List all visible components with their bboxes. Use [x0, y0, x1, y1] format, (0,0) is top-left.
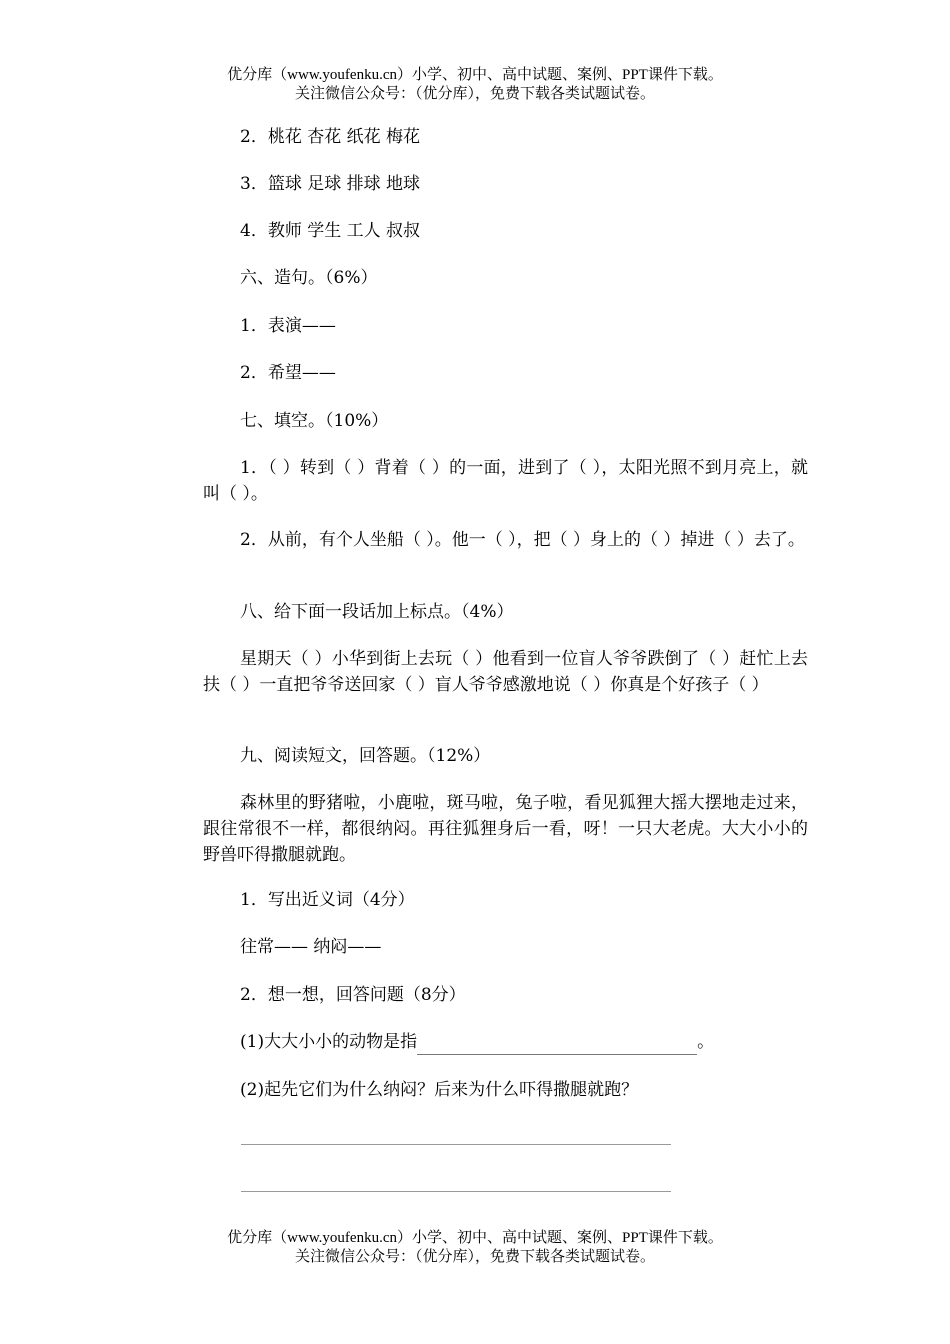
footer-line-2: 关注微信公众号：（优分库），免费下载各类试题试卷。: [294, 1249, 655, 1265]
section-9-title: 九、阅读短文，回答题。（12%）: [240, 746, 491, 766]
s9-q2-a-suffix: 。: [697, 1032, 715, 1052]
s6-item-2: 2．希望——: [240, 363, 336, 383]
s9-q2-b: (2)起先它们为什么纳闷？后来为什么吓得撒腿就跑？: [240, 1080, 639, 1100]
s9-q2-a: [240, 1029, 714, 1055]
page-header: [0, 66, 950, 104]
section-8-title: 八、给下面一段话加上标点。（4%）: [240, 602, 514, 622]
s9-passage: 森林里的野猪啦，小鹿啦，斑马啦，兔子啦，看见狐狸大摇大摆地走过来，跟往常很不一样，都很纳闷。再往狐狸身后一看，呀！一只大老虎。大大小小的野兽吓得撒腿就跑。: [203, 793, 808, 865]
s6-item-1: 1．表演——: [240, 316, 336, 336]
s8-text: 星期天（ ）小华到街上去玩（ ）他看到一位盲人爷爷跌倒了（ ）赶忙上去扶（ ）一直把爷爷送回家（ ）盲人爷爷感激地说（ ）你真是个好孩子（ ）: [203, 649, 808, 695]
page-footer: [0, 1229, 950, 1267]
s7-item-2: 2．从前，有个人坐船（ ）。他一（ ），把（ ）身上的（ ）掉进（ ）去了。: [240, 530, 805, 550]
section-6-title: 六、造句。（6%）: [240, 268, 378, 288]
s9-q2-title: 2．想一想，回答问题（8分）: [240, 985, 466, 1005]
s5-item-2: 2．桃花 杏花 纸花 梅花: [240, 127, 421, 147]
s9-q1-title: 1．写出近义词（4分）: [240, 890, 415, 910]
answer-blank[interactable]: [417, 1034, 697, 1055]
answer-line-2[interactable]: [241, 1191, 671, 1192]
s5-item-3: 3．篮球 足球 排球 地球: [240, 174, 421, 194]
footer-line-1: 优分库（www.youfenku.cn）小学、初中、高中试题、案例、PPT课件下载。: [227, 1230, 723, 1246]
s9-q2-a-prefix: (1)大大小小的动物是指: [240, 1032, 418, 1052]
s5-item-4: 4．教师 学生 工人 叔叔: [240, 221, 421, 241]
header-line-2: 关注微信公众号：（优分库），免费下载各类试题试卷。: [294, 86, 655, 102]
answer-line-1[interactable]: [241, 1144, 671, 1145]
s7-item-1: 1．（ ）转到（ ）背着（ ）的一面，进到了（ ），太阳光照不到月亮上，就叫（ ）。: [203, 458, 808, 504]
s9-q1-synonyms: 往常—— 纳闷——: [240, 937, 382, 957]
header-line-1: 优分库（www.youfenku.cn）小学、初中、高中试题、案例、PPT课件下载。: [227, 67, 723, 83]
section-7-title: 七、填空。（10%）: [240, 411, 389, 431]
